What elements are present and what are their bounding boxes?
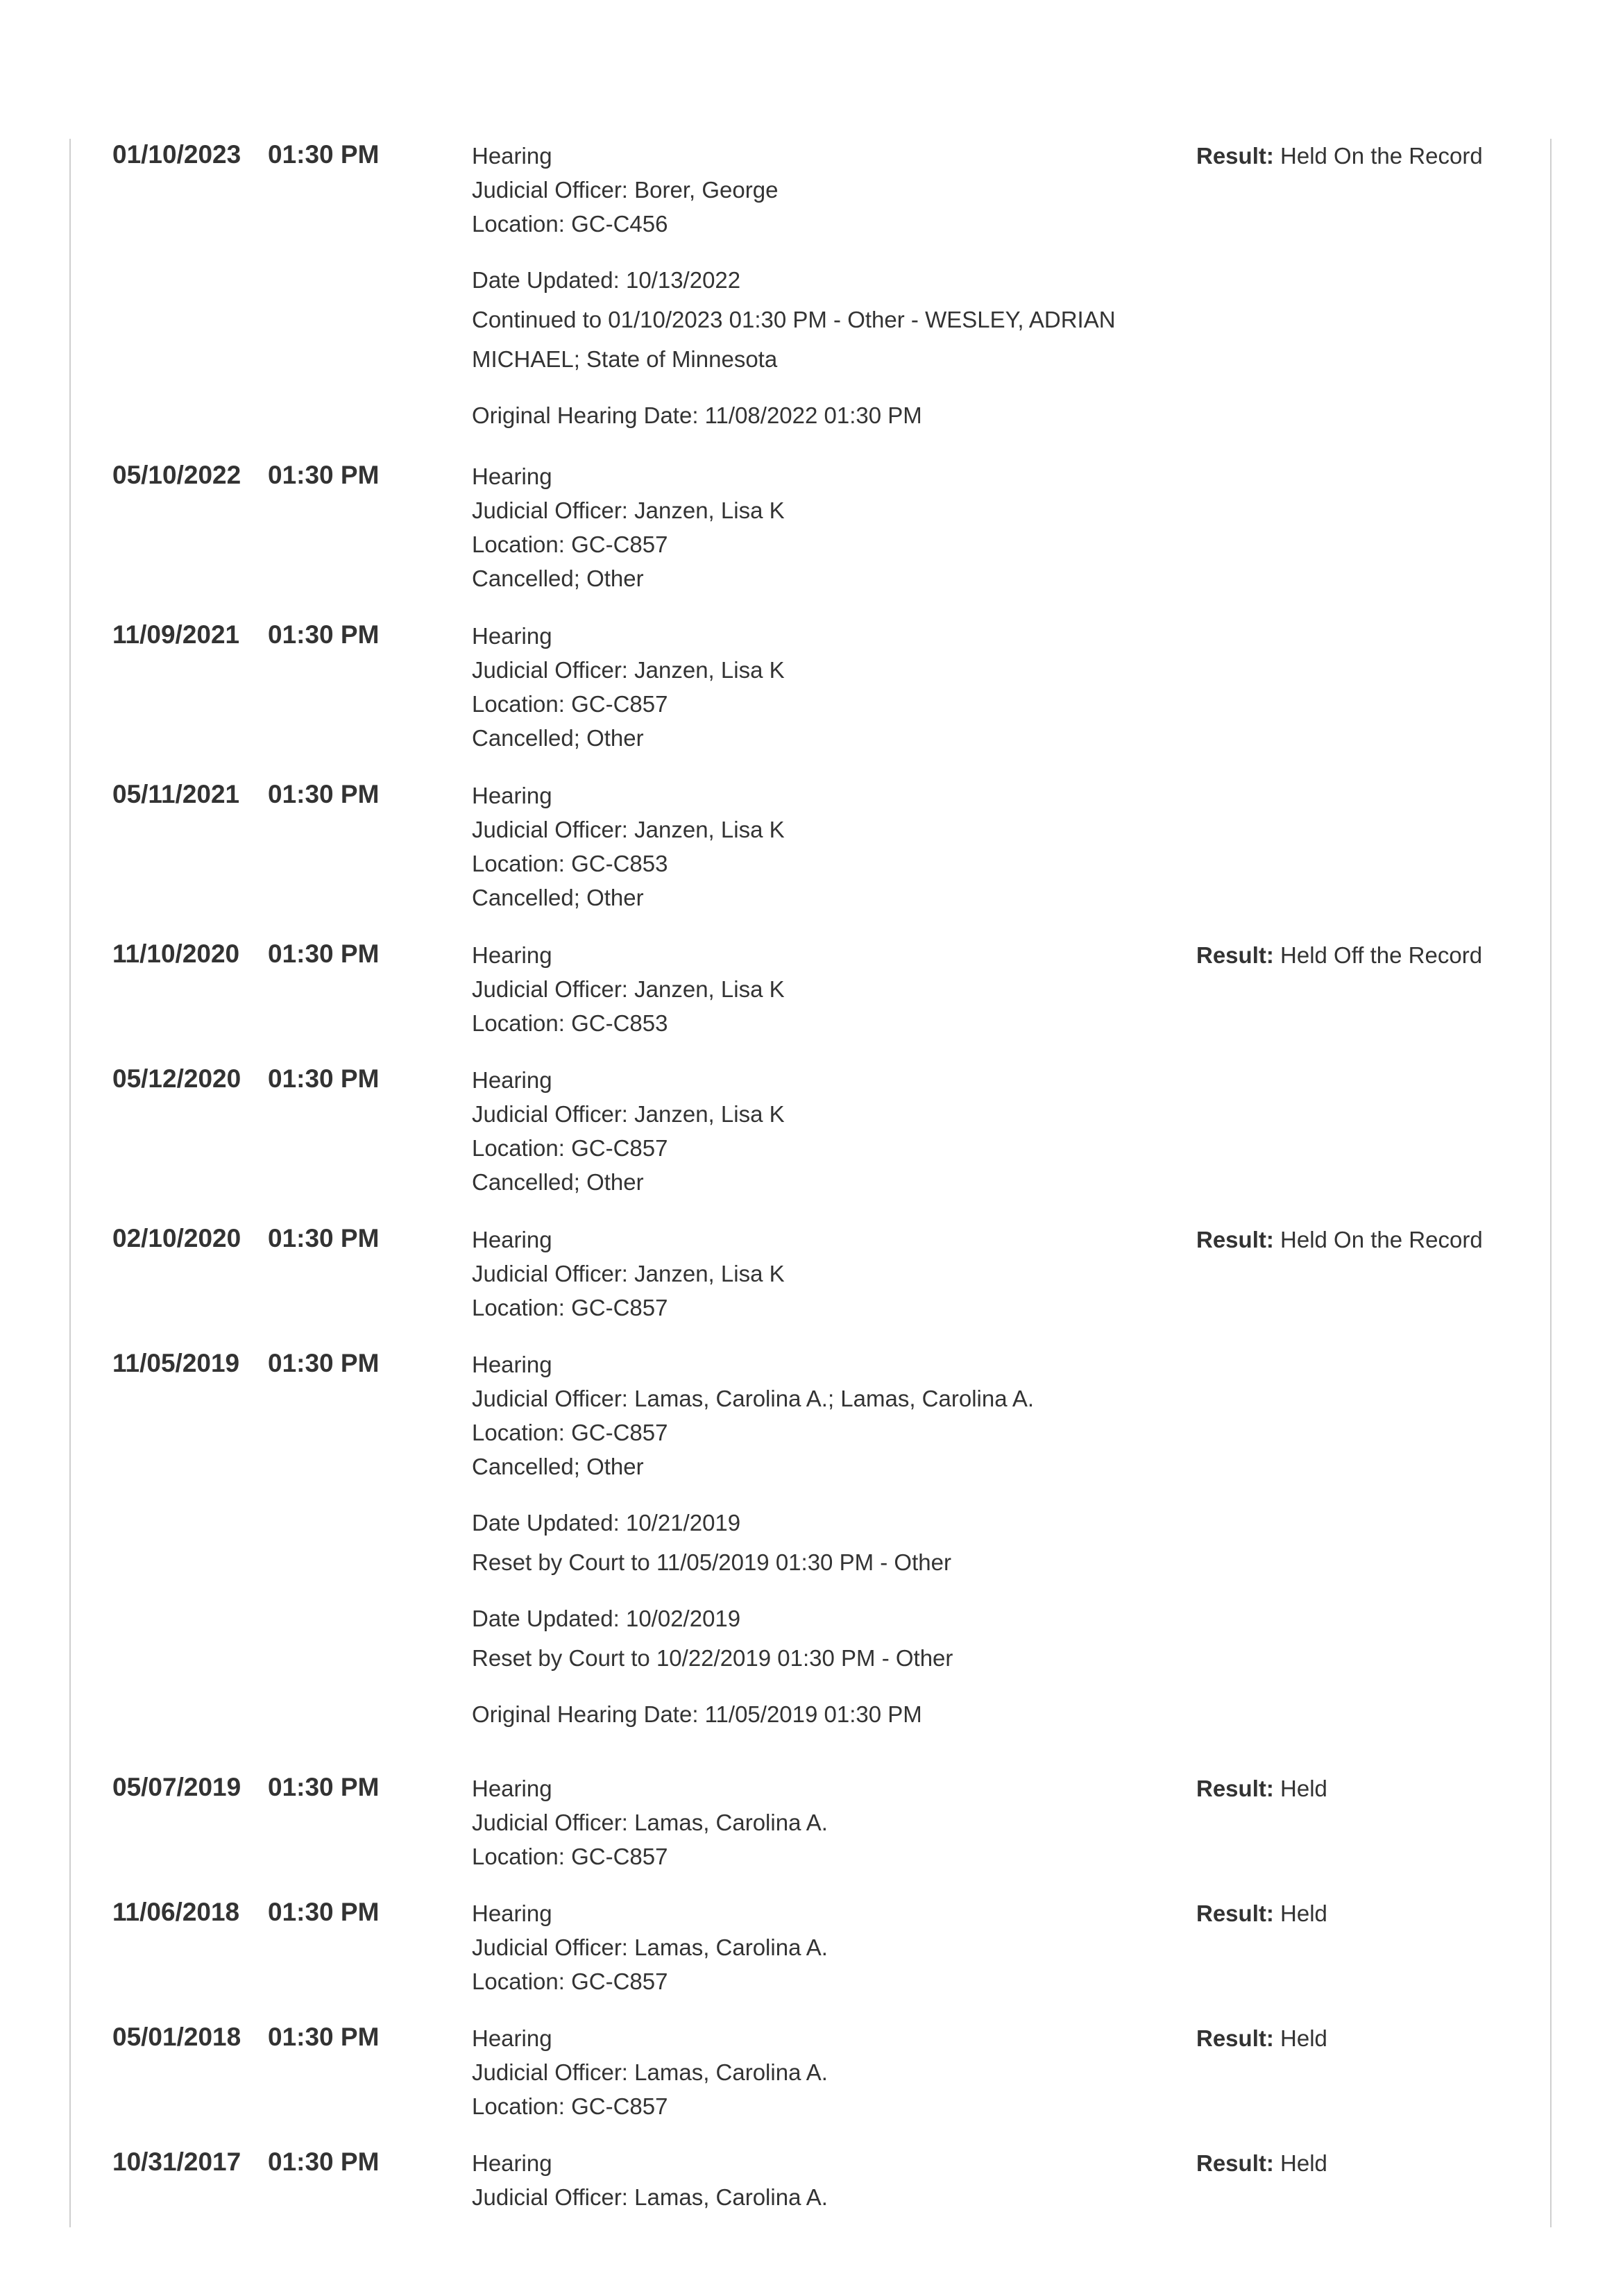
hearing-type: Hearing — [472, 1067, 552, 1093]
hearing-type: Hearing — [472, 143, 552, 169]
hearing-detail-line: Judicial Officer: Lamas, Carolina A. — [472, 1810, 828, 1835]
hearing-time: 01:30 PM — [268, 1898, 380, 1926]
hearing-time: 01:30 PM — [268, 461, 380, 489]
hearing-details — [472, 139, 1166, 432]
hearing-detail-line: Judicial Officer: Janzen, Lisa K — [472, 498, 785, 523]
hearing-detail-line: Location: GC-C857 — [472, 691, 668, 717]
hearing-detail-line: Judicial Officer: Borer, George — [472, 177, 779, 203]
hearing-details — [472, 779, 1166, 915]
note-line: Date Updated: 10/21/2019 — [472, 1510, 741, 1536]
note-line: Original Hearing Date: 11/05/2019 01:30 PM — [472, 1701, 922, 1727]
result-label: Result: — [1196, 143, 1274, 169]
hearing-time: 01:30 PM — [268, 1064, 380, 1093]
hearing-detail-line: Judicial Officer: Lamas, Carolina A.; Lamas, Carolina A. — [472, 1386, 1035, 1411]
result-label: Result: — [1196, 942, 1274, 968]
hearing-result — [1196, 1771, 1327, 1805]
hearing-date: 05/12/2020 — [112, 1064, 241, 1093]
result-value: Held On the Record — [1280, 1227, 1483, 1252]
hearing-result — [1196, 2021, 1327, 2055]
hearing-result — [1196, 1223, 1483, 1257]
hearing-time: 01:30 PM — [268, 620, 380, 649]
hearing-details — [472, 2021, 1166, 2123]
note-line: MICHAEL; State of Minnesota — [472, 346, 778, 372]
hearing-details — [472, 1347, 1166, 1731]
hearing-detail-line: Location: GC-C456 — [472, 211, 668, 237]
hearing-details — [472, 938, 1166, 1040]
hearing-date: 05/10/2022 — [112, 461, 241, 489]
hearing-date: 11/09/2021 — [112, 620, 240, 649]
hearing-detail-line: Location: GC-C853 — [472, 1010, 668, 1036]
hearing-type: Hearing — [472, 2025, 552, 2051]
note-line: Date Updated: 10/13/2022 — [472, 267, 741, 293]
hearing-details — [472, 2146, 1166, 2214]
note-line: Original Hearing Date: 11/08/2022 01:30 PM — [472, 402, 922, 428]
hearing-date: 11/06/2018 — [112, 1898, 240, 1926]
hearing-time: 01:30 PM — [268, 2148, 380, 2176]
hearing-time: 01:30 PM — [268, 1224, 380, 1252]
hearing-result — [1196, 2146, 1327, 2180]
hearing-detail-line: Cancelled; Other — [472, 1169, 644, 1195]
note-line: Reset by Court to 10/22/2019 01:30 PM - Other — [472, 1645, 953, 1671]
hearing-type: Hearing — [472, 1352, 552, 1377]
note-line: Continued to 01/10/2023 01:30 PM - Other - WESLEY, ADRIAN — [472, 307, 1116, 332]
hearing-result — [1196, 1896, 1327, 1930]
hearing-update-note — [472, 1506, 1166, 1579]
hearing-time: 01:30 PM — [268, 140, 380, 169]
hearing-date: 11/05/2019 — [112, 1349, 240, 1377]
hearing-detail-line: Location: GC-C853 — [472, 851, 668, 876]
hearing-details — [472, 459, 1166, 595]
hearing-detail-line: Location: GC-C857 — [472, 532, 668, 557]
result-label: Result: — [1196, 1227, 1274, 1252]
hearing-type: Hearing — [472, 2150, 552, 2176]
result-label: Result: — [1196, 1900, 1274, 1926]
hearing-time: 01:30 PM — [268, 939, 380, 968]
hearing-type: Hearing — [472, 1776, 552, 1801]
hearing-details — [472, 1063, 1166, 1199]
note-line: Date Updated: 10/02/2019 — [472, 1606, 741, 1631]
hearing-detail-line: Judicial Officer: Lamas, Carolina A. — [472, 2059, 828, 2085]
hearing-detail-line: Judicial Officer: Lamas, Carolina A. — [472, 1934, 828, 1960]
hearing-time: 01:30 PM — [268, 1773, 380, 1801]
hearing-detail-line: Location: GC-C857 — [472, 1968, 668, 1994]
hearing-detail-line: Cancelled; Other — [472, 725, 644, 751]
hearing-detail-line: Judicial Officer: Janzen, Lisa K — [472, 1261, 785, 1286]
hearing-update-note — [472, 1601, 1166, 1675]
hearing-date: 01/10/2023 — [112, 140, 241, 169]
note-line: Reset by Court to 11/05/2019 01:30 PM - Other — [472, 1549, 951, 1575]
result-value: Held Off the Record — [1280, 942, 1483, 968]
result-label: Result: — [1196, 2150, 1274, 2176]
hearing-type: Hearing — [472, 464, 552, 489]
hearing-result — [1196, 139, 1483, 173]
hearing-update-note — [472, 263, 1166, 376]
hearing-date: 05/07/2019 — [112, 1773, 241, 1801]
hearing-detail-line: Judicial Officer: Janzen, Lisa K — [472, 817, 785, 842]
hearing-type: Hearing — [472, 1900, 552, 1926]
hearing-time: 01:30 PM — [268, 1349, 380, 1377]
hearing-update-note — [472, 1697, 1166, 1731]
hearing-time: 01:30 PM — [268, 780, 380, 808]
result-label: Result: — [1196, 1776, 1274, 1801]
result-value: Held On the Record — [1280, 143, 1483, 169]
hearing-detail-line: Cancelled; Other — [472, 1454, 644, 1479]
hearing-details — [472, 619, 1166, 755]
hearing-detail-line: Location: GC-C857 — [472, 1135, 668, 1161]
hearing-date: 05/01/2018 — [112, 2023, 241, 2051]
hearing-detail-line: Location: GC-C857 — [472, 1844, 668, 1869]
hearing-date: 02/10/2020 — [112, 1224, 241, 1252]
hearing-type: Hearing — [472, 1227, 552, 1252]
hearing-details — [472, 1771, 1166, 1873]
result-value: Held — [1280, 1776, 1327, 1801]
hearing-date: 05/11/2021 — [112, 780, 240, 808]
hearing-type: Hearing — [472, 783, 552, 808]
result-value: Held — [1280, 1900, 1327, 1926]
hearing-detail-line: Cancelled; Other — [472, 885, 644, 910]
hearing-type: Hearing — [472, 942, 552, 968]
hearing-detail-line: Judicial Officer: Janzen, Lisa K — [472, 657, 785, 683]
result-label: Result: — [1196, 2025, 1274, 2051]
hearing-detail-line: Location: GC-C857 — [472, 1420, 668, 1445]
hearing-date: 10/31/2017 — [112, 2148, 241, 2176]
hearing-details — [472, 1896, 1166, 1998]
hearing-update-note — [472, 398, 1166, 432]
hearing-result — [1196, 938, 1482, 972]
hearing-detail-line: Location: GC-C857 — [472, 2093, 668, 2119]
hearing-type: Hearing — [472, 623, 552, 649]
hearing-date: 11/10/2020 — [112, 939, 240, 968]
hearing-time: 01:30 PM — [268, 2023, 380, 2051]
hearing-detail-line: Location: GC-C857 — [472, 1295, 668, 1320]
result-value: Held — [1280, 2025, 1327, 2051]
hearing-detail-line: Judicial Officer: Janzen, Lisa K — [472, 1101, 785, 1127]
hearings-table — [69, 139, 1552, 2227]
hearing-details — [472, 1223, 1166, 1325]
result-value: Held — [1280, 2150, 1327, 2176]
hearing-detail-line: Cancelled; Other — [472, 566, 644, 591]
hearing-detail-line: Judicial Officer: Lamas, Carolina A. — [472, 2184, 828, 2210]
hearing-detail-line: Judicial Officer: Janzen, Lisa K — [472, 976, 785, 1002]
